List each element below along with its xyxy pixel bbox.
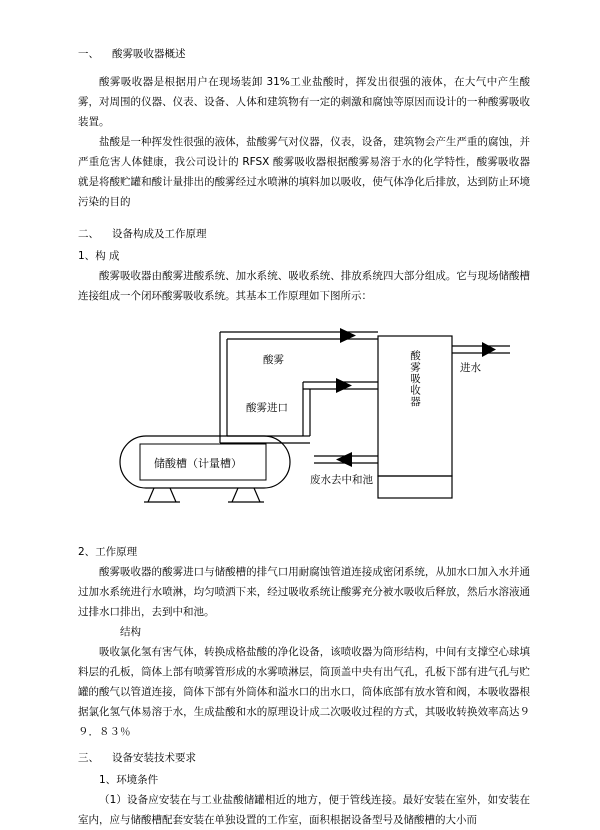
section-title-1: 酸雾吸收器概述	[112, 48, 186, 60]
section-number-2: 二、	[78, 228, 99, 240]
section-heading-2	[78, 224, 530, 244]
subsection-heading-2-3	[78, 622, 530, 642]
section-title-2: 设备构成及工作原理	[112, 228, 207, 240]
subsection-number-3-1: 1、	[99, 774, 117, 786]
subsection-title-2-2: 工作原理	[95, 546, 138, 558]
diagram-label-water-inlet: 进水	[460, 362, 481, 374]
diagram-label-acid-mist: 酸雾	[263, 354, 284, 366]
section-number-1: 一、	[78, 48, 99, 60]
section-heading-1	[78, 44, 530, 64]
subsection-heading-3-1	[78, 770, 530, 790]
diagram-label-tank: 储酸槽（计量槽）	[154, 457, 242, 470]
diagram-svg	[78, 316, 530, 536]
section-number-3: 三、	[78, 752, 99, 764]
diagram-label-absorber: 酸雾吸收器	[409, 350, 421, 408]
paragraph-2-3-1: 吸收氯化氢有害气体，转换成格盐酸的净化设备，该喷收器为筒形结构，中间有支撑空心球填料层的孔板，筒体上部有喷雾管形成的水雾喷淋层，筒顶盖中央有出气孔，孔板下部有进气孔与贮罐的酸气以管道连接，筒体下部有外筒体和溢水口的出水口，筒体底部有放水管和阀，本吸收器根据氯化氢气体易溶于水，生成盐酸和水的原理设计成二次吸收过程的方式，其吸收转换效率高达９９．８３％	[78, 646, 530, 738]
subsection-title-2-3: 结构	[120, 626, 141, 638]
diagram-label-waste-water: 废水去中和池	[310, 474, 373, 486]
paragraph-3-1-1: （1）设备应安装在与工业盐酸储罐相近的地方，便于管线连接。最好安装在室外，如安装在室内，应与储酸槽配套安装在单独设置的工作室，面积根据设备型号及储酸槽的大小而	[78, 794, 530, 826]
document-content	[78, 44, 530, 830]
paragraph-2-2-1: 酸雾吸收器的酸雾进口与储酸槽的排气口用耐腐蚀管道连接成密闭系统，从加水口加入水并通过加水系统进行水喷淋，均匀喷洒下来，经过吸收系统让酸雾充分被水吸收后释放，然后水溶液通过排水口排出，去到中和池。	[78, 566, 530, 618]
subsection-number-2-2: 2、	[78, 546, 96, 558]
diagram-label-acid-mist-inlet: 酸雾进口	[246, 402, 288, 414]
paragraph-2-1-1: 酸雾吸收器由酸雾进酸系统、加水系统、吸收系统、排放系统四大部分组成。它与现场储酸槽连接组成一个闭环酸雾吸收系统。其基本工作原理如下图所示：	[78, 270, 530, 302]
subsection-heading-2-1	[78, 246, 530, 266]
subsection-number-2-1: 1、	[78, 250, 96, 262]
subsection-title-2-1: 构 成	[95, 250, 120, 262]
section-heading-3	[78, 748, 530, 768]
subsection-heading-2-2	[78, 542, 530, 562]
process-flow-diagram	[78, 316, 530, 536]
subsection-title-3-1: 环境条件	[116, 774, 159, 786]
paragraph-1-1: 酸雾吸收器是根据用户在现场装卸 31%工业盐酸时，挥发出很强的液体，在大气中产生酸雾，对周围的仪器、仪表、设备、人体和建筑物有一定的刺激和腐蚀等原因而设计的一种酸雾吸收装置。	[78, 76, 530, 128]
paragraph-1-2: 盐酸是一种挥发性很强的液体，盐酸雾气对仪器，仪表，设备，建筑物会产生严重的腐蚀，并严重危害人体健康，我公司设计的 RFSX 酸雾吸收器根据酸雾易溶于水的化学特性，酸雾吸收器就是将酸贮罐和酸计量排出的酸雾经过水喷淋的填料加以吸收，使气体净化后排放，达到防止环境污染的目的	[78, 136, 530, 208]
section-title-3: 设备安装技术要求	[112, 752, 196, 764]
